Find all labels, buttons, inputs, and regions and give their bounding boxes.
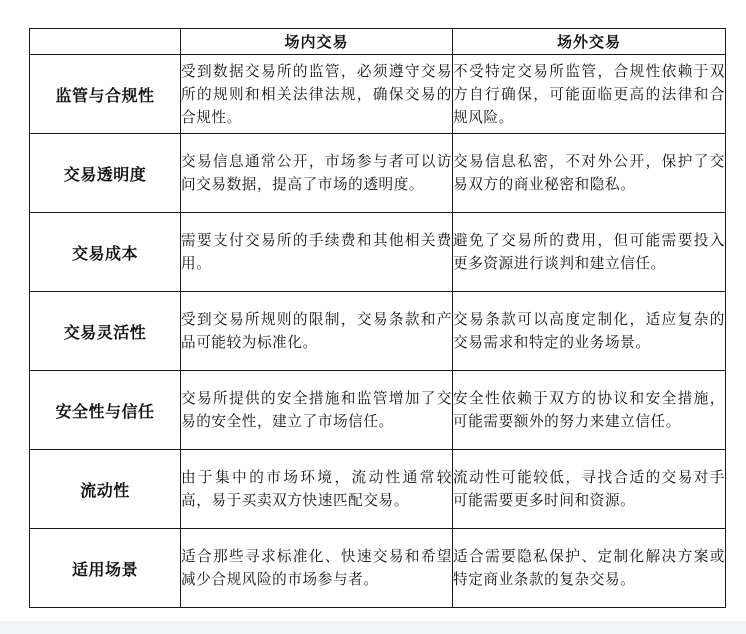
table-header-row	[30, 29, 726, 55]
table-row	[30, 55, 726, 134]
row-label: 交易透明度	[30, 134, 181, 213]
row-label: 安全性与信任	[30, 371, 181, 450]
header-off-exchange: 场外交易	[453, 29, 726, 55]
on-exchange-cell: 受到数据交易所的监管，必须遵守交易所的规则和相关法律法规，确保交易的合规性。	[181, 55, 453, 134]
on-exchange-cell: 受到交易所规则的限制，交易条款和产品可能较为标准化。	[181, 292, 453, 371]
row-label: 交易灵活性	[30, 292, 181, 371]
on-exchange-cell: 由于集中的市场环境，流动性通常较高，易于买卖双方快速匹配交易。	[181, 450, 453, 529]
off-exchange-cell: 交易条款可以高度定制化，适应复杂的交易需求和特定的业务场景。	[453, 292, 726, 371]
table-row	[30, 292, 726, 371]
table-row	[30, 529, 726, 608]
table-row	[30, 371, 726, 450]
off-exchange-cell: 安全性依赖于双方的协议和安全措施，可能需要额外的努力来建立信任。	[453, 371, 726, 450]
header-blank	[30, 29, 181, 55]
page-bottom-strip	[0, 621, 746, 634]
comparison-table	[29, 28, 726, 608]
off-exchange-cell: 适合需要隐私保护、定制化解决方案或特定商业条款的复杂交易。	[453, 529, 726, 608]
row-label: 流动性	[30, 450, 181, 529]
header-on-exchange: 场内交易	[181, 29, 453, 55]
table-row	[30, 213, 726, 292]
row-label: 适用场景	[30, 529, 181, 608]
on-exchange-cell: 交易信息通常公开，市场参与者可以访问交易数据，提高了市场的透明度。	[181, 134, 453, 213]
on-exchange-cell: 需要支付交易所的手续费和其他相关费用。	[181, 213, 453, 292]
on-exchange-cell: 适合那些寻求标准化、快速交易和希望减少合规风险的市场参与者。	[181, 529, 453, 608]
off-exchange-cell: 不受特定交易所监管，合规性依赖于双方自行确保，可能面临更高的法律和合规风险。	[453, 55, 726, 134]
off-exchange-cell: 交易信息私密，不对外公开，保护了交易双方的商业秘密和隐私。	[453, 134, 726, 213]
table-row	[30, 450, 726, 529]
table-row	[30, 134, 726, 213]
row-label: 交易成本	[30, 213, 181, 292]
row-label: 监管与合规性	[30, 55, 181, 134]
off-exchange-cell: 流动性可能较低，寻找合适的交易对手可能需要更多时间和资源。	[453, 450, 726, 529]
off-exchange-cell: 避免了交易所的费用，但可能需要投入更多资源进行谈判和建立信任。	[453, 213, 726, 292]
on-exchange-cell: 交易所提供的安全措施和监管增加了交易的安全性，建立了市场信任。	[181, 371, 453, 450]
